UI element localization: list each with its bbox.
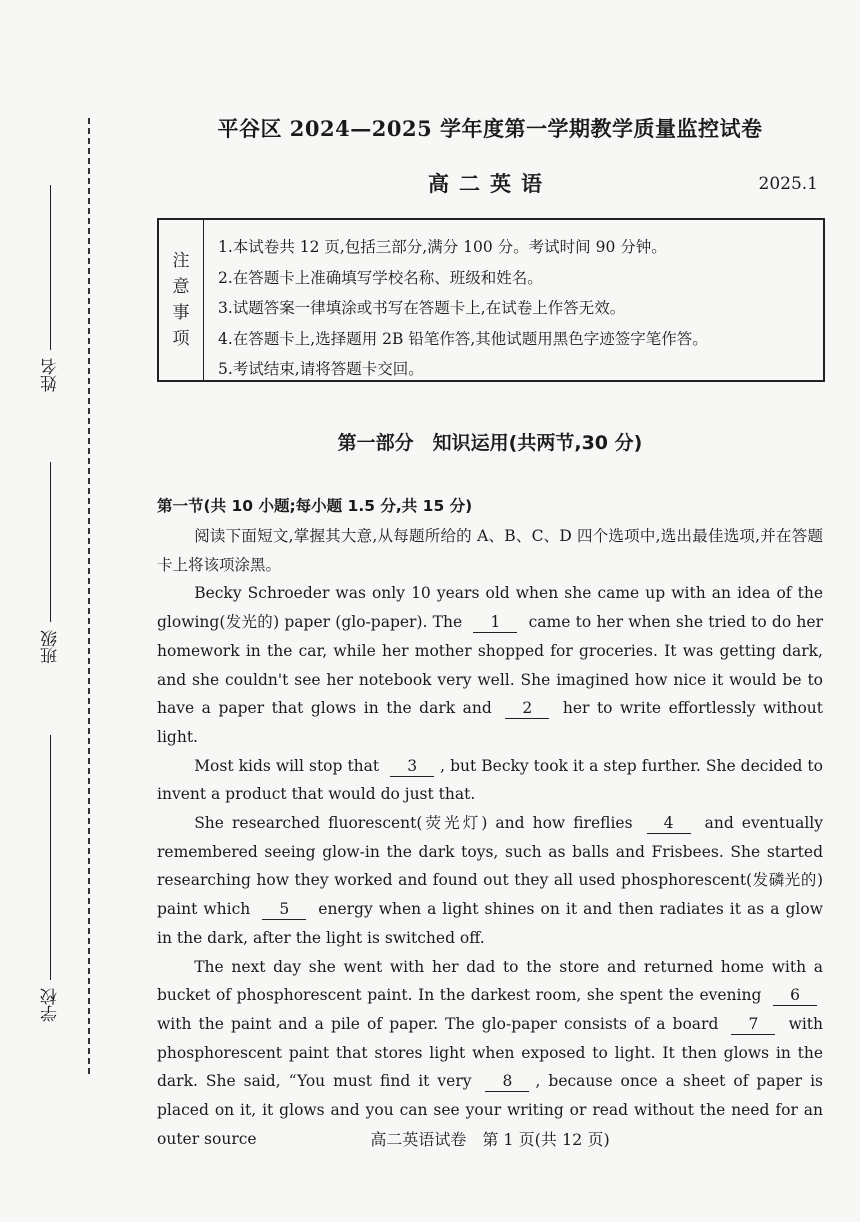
notice-item: 4.在答题卡上,选择题用 2B 铅笔作答,其他试题用黑色字迹签字笔作答。 — [218, 329, 708, 348]
exam-title: 平谷区 2024—2025 学年度第一学期教学质量监控试卷 — [217, 116, 763, 141]
instruction-paragraph: 阅读下面短文,掌握其大意,从每题所给的 A、B、C、D 四个选项中,选出最佳选项,并在答题卡上将该项涂黑。 — [157, 527, 823, 574]
notice-label-char: 事 — [172, 303, 190, 323]
passage-paragraph-2 — [157, 752, 823, 809]
blank-3: 3 — [390, 756, 434, 777]
part-title: 第一部分 知识运用(共两节,30 分) — [337, 432, 643, 454]
passage-paragraph-3 — [157, 809, 823, 953]
blank-6: 6 — [773, 985, 817, 1006]
passage-text: with phosphorescent paint that stores light when exposed to light. It then glows in the dark. She said, “You must find it very — [157, 1014, 823, 1091]
blank-5: 5 — [262, 899, 306, 920]
notice-label-char: 注 — [172, 251, 190, 271]
passage-text: came to her when she tried to do her homework in the car, while her mother shopped for groceries. It was getting dark, and she couldn't see her notebook very well. She imagined how nice it would be to have a paper that glows in the dark and — [157, 613, 823, 718]
notice-item: 2.在答题卡上准确填写学校名称、班级和姓名。 — [218, 268, 543, 287]
notice-item: 1.本试卷共 12 页,包括三部分,满分 100 分。考试时间 90 分钟。 — [218, 238, 667, 256]
notice-items — [204, 220, 708, 380]
passage-text: , because once a sheet of paper is placed on it, it glows and you can see your writing or read without the need for an outer source — [157, 1072, 823, 1148]
binding-dashed-line — [88, 118, 90, 1074]
school-label: 学校 — [40, 988, 61, 1022]
name-label: 姓名 — [40, 358, 61, 392]
exam-date: 2025.1 — [758, 174, 818, 194]
class-field — [28, 462, 72, 664]
class-underline — [50, 462, 51, 622]
subject-title: 高二英语 — [428, 171, 552, 196]
passage-text: The next day she went with her dad to the store and returned home with a bucket of phosphorescent paint. In the darkest room, she spent the evening — [157, 957, 823, 1005]
notice-label-char: 项 — [172, 329, 190, 349]
passage-text: Most kids will stop that — [194, 756, 380, 775]
notice-label-char: 意 — [172, 277, 190, 297]
school-underline — [50, 735, 51, 980]
section-title: 第一节(共 10 小题;每小题 1.5 分,共 15 分) — [157, 497, 473, 515]
class-label: 班级 — [40, 630, 61, 664]
notice-item: 3.试题答案一律填涂或书写在答题卡上,在试卷上作答无效。 — [218, 299, 626, 317]
blank-1: 1 — [473, 612, 517, 633]
notice-box — [157, 218, 825, 382]
passage-text: her to write effortlessly without light. — [157, 699, 823, 746]
passage-text: and eventually remembered seeing glow-in the dark toys, such as balls and Frisbees. She started researching how they worked and found out they all used phosphorescent(发磷光的) paint which — [157, 814, 823, 919]
name-field — [28, 185, 72, 392]
school-field — [28, 735, 72, 1022]
passage-paragraph-4 — [157, 953, 823, 1154]
blank-4: 4 — [647, 813, 691, 834]
passage-text: with the paint and a pile of paper. The glo-paper consists of a board — [157, 1014, 719, 1033]
page-footer: 高二英语试卷 第 1 页(共 12 页) — [370, 1130, 610, 1149]
passage-text: She researched fluorescent(荧光灯) and how fireflies — [194, 814, 633, 833]
blank-8: 8 — [485, 1071, 529, 1092]
passage-text: , but Becky took it a step further. She decided to invent a product that would do just that. — [157, 756, 823, 804]
passage — [157, 522, 823, 1153]
passage-text: energy when a light shines on it and then radiates it as a glow in the dark, after the light is switched off. — [157, 900, 823, 947]
passage-paragraph-1 — [157, 579, 823, 751]
blank-2: 2 — [505, 698, 549, 719]
notice-label — [159, 220, 204, 380]
notice-item: 5.考试结束,请将答题卡交回。 — [218, 360, 424, 378]
name-underline — [50, 185, 51, 350]
passage-text: Becky Schroeder was only 10 years old when she came up with an idea of the glowing(发光的) paper (glo-paper). The — [157, 584, 823, 632]
blank-7: 7 — [731, 1014, 775, 1035]
